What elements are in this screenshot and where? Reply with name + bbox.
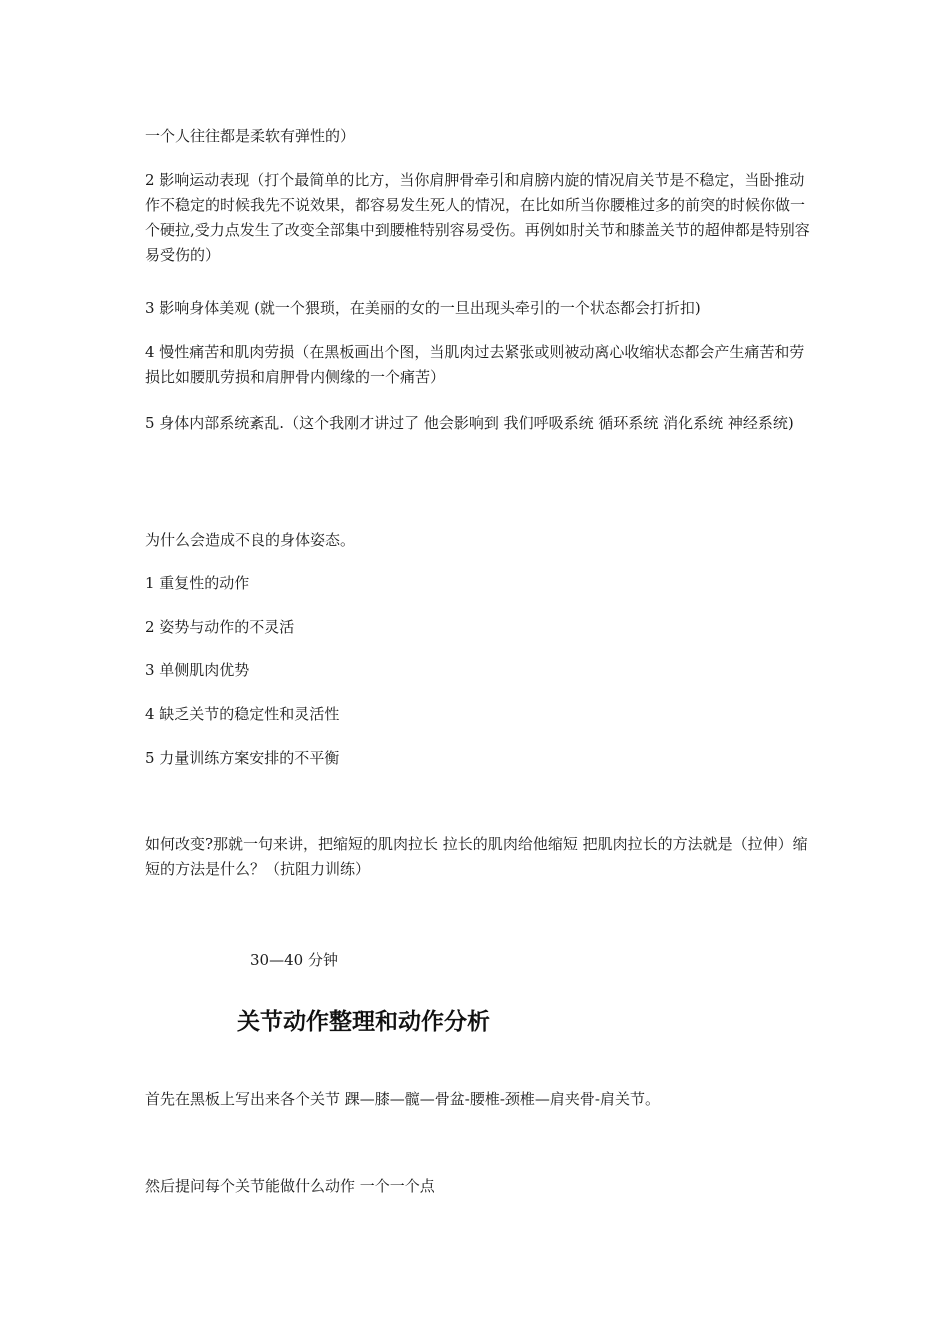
paragraph-effect-4: 4 慢性痛苦和肌肉劳损（在黑板画出个图，当肌肉过去紧张或则被动离心收缩状态都会产生痛苦和劳损比如腰肌劳损和肩胛骨内侧缘的一个痛苦） (145, 343, 805, 386)
duration-label: 30—40 分钟 (250, 951, 338, 969)
paragraph-effect-3: 3 影响身体美观 (就一个猥琐，在美丽的女的一旦出现头牵引的一个状态都会打折扣) (145, 299, 701, 317)
section-title: 关节动作整理和动作分析 (237, 1009, 490, 1035)
paragraph-effect-2: 2 影响运动表现（打个最简单的比方，当你肩胛骨牵引和肩膀内旋的情况肩关节是不稳定，当卧推动作不稳定的时候我先不说效果，都容易发生死人的情况，在比如所当你腰椎过多的前突的时候你做一个硬拉,受力点发生了改变全部集中到腰椎特别容易受伤。再例如肘关节和膝盖关节的超伸都是特别容易受伤的） (145, 171, 810, 264)
paragraph-continued: 一个人往往都是柔软有弹性的） (145, 127, 356, 145)
cause-item-5: 5 力量训练方案安排的不平衡 (145, 749, 340, 767)
paragraph-how-to-change: 如何改变?那就一句来讲，把缩短的肌肉拉长 拉长的肌肉给他缩短 把肌肉拉长的方法就是（拉伸）缩短的方法是什么？（抗阻力训练） (145, 835, 808, 878)
cause-item-4: 4 缺乏关节的稳定性和灵活性 (145, 705, 340, 723)
paragraph-ask: 然后提问每个关节能做什么动作 一个一个点 (145, 1177, 435, 1195)
cause-item-1: 1 重复性的动作 (145, 574, 250, 592)
paragraph-effect-5: 5 身体内部系统紊乱.（这个我刚才讲过了 他会影响到 我们呼吸系统 循环系统 消化系统 神经系统) (145, 414, 794, 432)
cause-item-2: 2 姿势与动作的不灵活 (145, 618, 295, 636)
why-heading: 为什么会造成不良的身体姿态。 (145, 531, 356, 549)
cause-item-3: 3 单侧肌肉优势 (145, 661, 250, 679)
paragraph-intro: 首先在黑板上写出来各个关节 踝—膝—髋—骨盆-腰椎-颈椎—肩夹骨-肩关节。 (145, 1090, 660, 1108)
